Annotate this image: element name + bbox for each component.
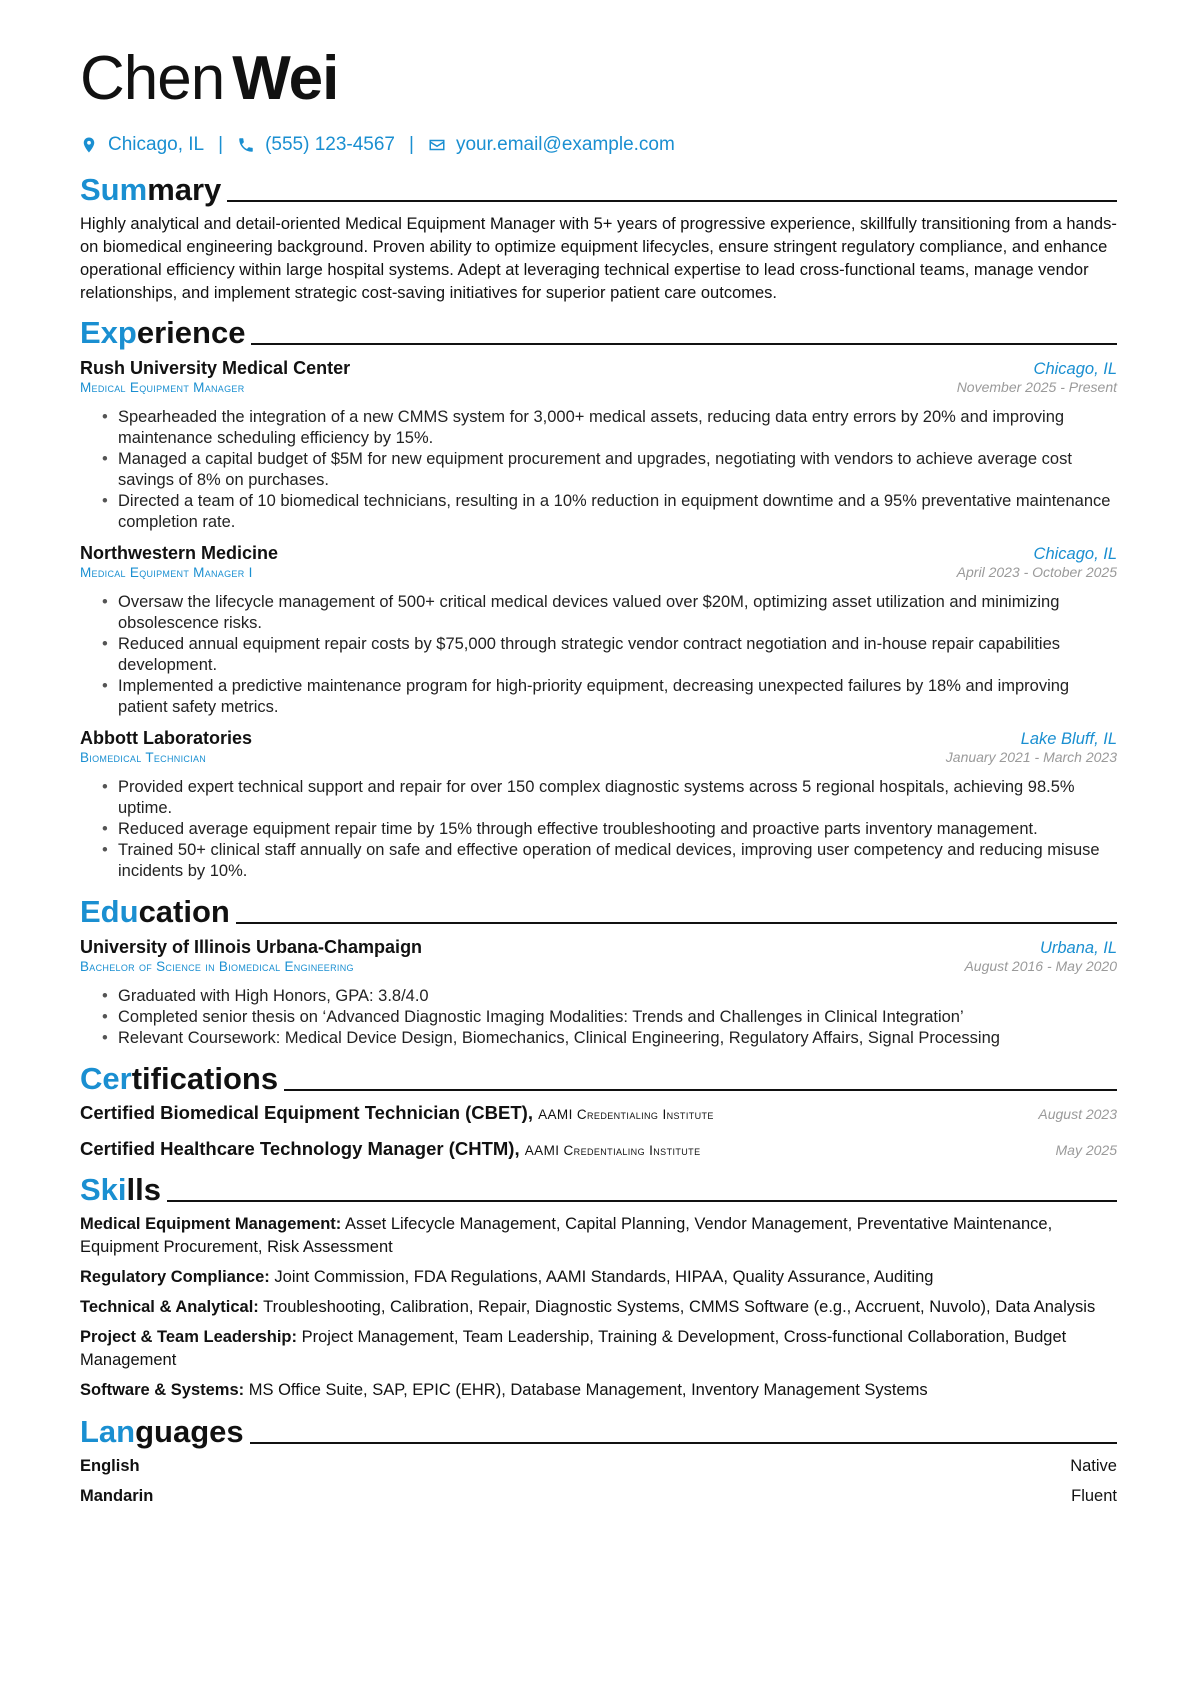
language-name: Mandarin [80, 1487, 154, 1505]
skill-values: MS Office Suite, SAP, EPIC (EHR), Database Management, Inventory Management Systems [248, 1381, 928, 1399]
skill-row [80, 1213, 1117, 1259]
bullet-item: • Managed a capital budget of $5M for new equipment procurement and upgrades, negotiating with vendors to achieve average cost savings of 8% on purchases. [102, 449, 1117, 491]
job-entry [80, 358, 1117, 533]
skill-category: Regulatory Compliance: [80, 1268, 270, 1286]
bullet-item: • Graduated with High Honors, GPA: 3.8/4.0 [102, 986, 1117, 1007]
bullet-item: • Relevant Coursework: Medical Device Design, Biomechanics, Clinical Engineering, Regulatory Affairs, Signal Processing [102, 1028, 1117, 1049]
bullet-item: • Trained 50+ clinical staff annually on safe and effective operation of medical devices, improving user competency and reducing misuse incidents by 10%. [102, 840, 1117, 882]
section-title: Certifications [80, 1061, 279, 1096]
skills-section [80, 1174, 1117, 1402]
bullet-item: • Implemented a predictive maintenance program for high-priority equipment, decreasing unexpected failures by 18% and improving patient safety metrics. [102, 676, 1117, 718]
school-location: Urbana, IL [1039, 939, 1117, 957]
skill-values: Troubleshooting, Calibration, Repair, Diagnostic Systems, CMMS Software (e.g., Accruent, Nuvolo), Data Analysis [263, 1298, 1096, 1316]
section-heading [80, 174, 1117, 205]
cert-entry: Certified Healthcare Technology Manager (CHTM), AAMI Credentialing Institute May 2025 [80, 1138, 1117, 1159]
languages-section [80, 1416, 1117, 1507]
language-name: English [80, 1457, 140, 1475]
job-org: Northwestern Medicine [80, 543, 279, 563]
section-title: Languages [80, 1414, 244, 1449]
section-rule [236, 922, 1117, 924]
cert-entry: Certified Biomedical Equipment Technician (CBET), AAMI Credentialing Institute August 2023 [80, 1102, 1117, 1123]
job-bullets [80, 592, 1117, 718]
section-rule [250, 1442, 1117, 1444]
job-dates: January 2021 - March 2023 [945, 749, 1117, 765]
language-row [80, 1455, 1117, 1477]
cert-issuer: AAMI Credentialing Institute [538, 1107, 714, 1122]
job-location: Lake Bluff, IL [1020, 730, 1117, 748]
section-title: Education [80, 894, 230, 929]
skill-values: Asset Lifecycle Management, Capital Planning, Vendor Management, Preventative Maintenance, Equipment Procurement, Risk Assessment [80, 1215, 1053, 1256]
summary-text: Highly analytical and detail-oriented Medical Equipment Manager with 5+ years of progressive experience, skillfully transitioning from a hands-on biomedical engineering background. Proven ability to optimize equipment lifecycles, ensure stringent regulatory compliance, and enhance operational efficiency within large hospital systems. Adept at leveraging technical expertise to lead cross-functional teams, manage vendor relationships, and implement strategic cost-saving initiatives for superior patient care outcomes. [80, 215, 1117, 302]
phone-icon [237, 136, 255, 154]
candidate-name [80, 44, 1117, 113]
skill-category: Medical Equipment Management: [80, 1215, 342, 1233]
phone-text: (555) 123-4567 [265, 134, 395, 155]
contact-email[interactable] [428, 134, 675, 156]
language-level: Fluent [1071, 1487, 1117, 1505]
job-dates: April 2023 - October 2025 [956, 564, 1117, 580]
cert-name: Certified Healthcare Technology Manager (CHTM) [80, 1138, 515, 1159]
skill-category: Software & Systems: [80, 1381, 245, 1399]
education-dates: August 2016 - May 2020 [964, 958, 1117, 974]
certifications-section [80, 1063, 1117, 1160]
skill-row [80, 1266, 1117, 1289]
contact-line [80, 134, 1117, 156]
job-role: Medical Equipment Manager I [80, 565, 253, 580]
section-heading [80, 1063, 1117, 1094]
section-title: Summary [80, 172, 222, 207]
experience-section [80, 317, 1117, 882]
bullet-item: • Provided expert technical support and repair for over 150 complex diagnostic systems across 5 regional hospitals, achieving 98.5% uptime. [102, 777, 1117, 819]
bullet-item: • Oversaw the lifecycle management of 500+ critical medical devices valued over $20M, optimizing asset utilization and minimizing obsolescence risks. [102, 592, 1117, 634]
bullet-item: • Reduced annual equipment repair costs by $75,000 through strategic vendor contract negotiation and in-house repair capabilities development. [102, 634, 1117, 676]
section-rule [251, 343, 1117, 345]
job-org: Abbott Laboratories [80, 728, 253, 748]
section-rule [284, 1089, 1117, 1091]
education-bullets [80, 986, 1117, 1049]
contact-separator: | [218, 134, 224, 155]
language-row [80, 1485, 1117, 1507]
envelope-icon [428, 136, 446, 154]
skill-values: Project Management, Team Leadership, Training & Development, Cross-functional Collaboration, Budget Management [80, 1328, 1067, 1369]
job-entry [80, 728, 1117, 882]
education-entry [80, 937, 1117, 1049]
skill-row [80, 1296, 1117, 1319]
job-bullets [80, 407, 1117, 533]
contact-separator: | [409, 134, 414, 155]
job-role: Biomedical Technician [80, 750, 207, 765]
degree: Bachelor of Science in Biomedical Engineering [80, 959, 354, 974]
section-heading [80, 1416, 1117, 1447]
section-rule [167, 1200, 1117, 1202]
job-dates: November 2025 - Present [956, 379, 1117, 395]
job-org: Rush University Medical Center [80, 358, 351, 378]
skill-values: Joint Commission, FDA Regulations, AAMI Standards, HIPAA, Quality Assurance, Auditing [274, 1268, 934, 1286]
location-text: Chicago, IL [108, 134, 205, 155]
skill-row [80, 1326, 1117, 1372]
section-heading [80, 896, 1117, 927]
skill-category: Technical & Analytical: [80, 1298, 259, 1316]
job-location: Chicago, IL [1033, 360, 1117, 378]
job-location: Chicago, IL [1033, 545, 1117, 563]
job-entry [80, 543, 1117, 718]
summary-section [80, 174, 1117, 305]
school-name: University of Illinois Urbana-Champaign [80, 937, 423, 957]
section-title: Skills [80, 1172, 161, 1207]
job-bullets [80, 777, 1117, 882]
education-section [80, 896, 1117, 1049]
email-link[interactable]: your.email@example.com [455, 134, 675, 155]
contact-phone [237, 134, 395, 156]
bullet-item: • Completed senior thesis on ‘Advanced Diagnostic Imaging Modalities: Trends and Challenges in Clinical Integration’ [102, 1007, 1117, 1028]
cert-date: August 2023 [1038, 1106, 1117, 1122]
bullet-item: • Directed a team of 10 biomedical technicians, resulting in a 10% reduction in equipment downtime and a 95% preventative maintenance completion rate. [102, 491, 1117, 533]
section-heading [80, 317, 1117, 348]
cert-name: Certified Biomedical Equipment Technician (CBET) [80, 1102, 528, 1123]
section-title: Experience [80, 315, 246, 350]
job-role: Medical Equipment Manager [80, 380, 245, 395]
last-name: Wei [232, 44, 339, 113]
section-rule [227, 200, 1117, 202]
bullet-item: • Reduced average equipment repair time by 15% through effective troubleshooting and proactive parts inventory management. [102, 819, 1117, 840]
first-name: Chen [80, 44, 225, 113]
skill-category: Project & Team Leadership: [80, 1328, 298, 1346]
cert-issuer: AAMI Credentialing Institute [524, 1143, 701, 1158]
map-pin-icon [80, 136, 98, 154]
section-heading [80, 1174, 1117, 1205]
skill-row [80, 1379, 1117, 1402]
contact-location [80, 134, 204, 156]
language-level: Native [1070, 1457, 1117, 1475]
bullet-item: • Spearheaded the integration of a new CMMS system for 3,000+ medical assets, reducing data entry errors by 20% and improving maintenance scheduling efficiency by 15%. [102, 407, 1117, 449]
cert-date: May 2025 [1055, 1142, 1117, 1158]
